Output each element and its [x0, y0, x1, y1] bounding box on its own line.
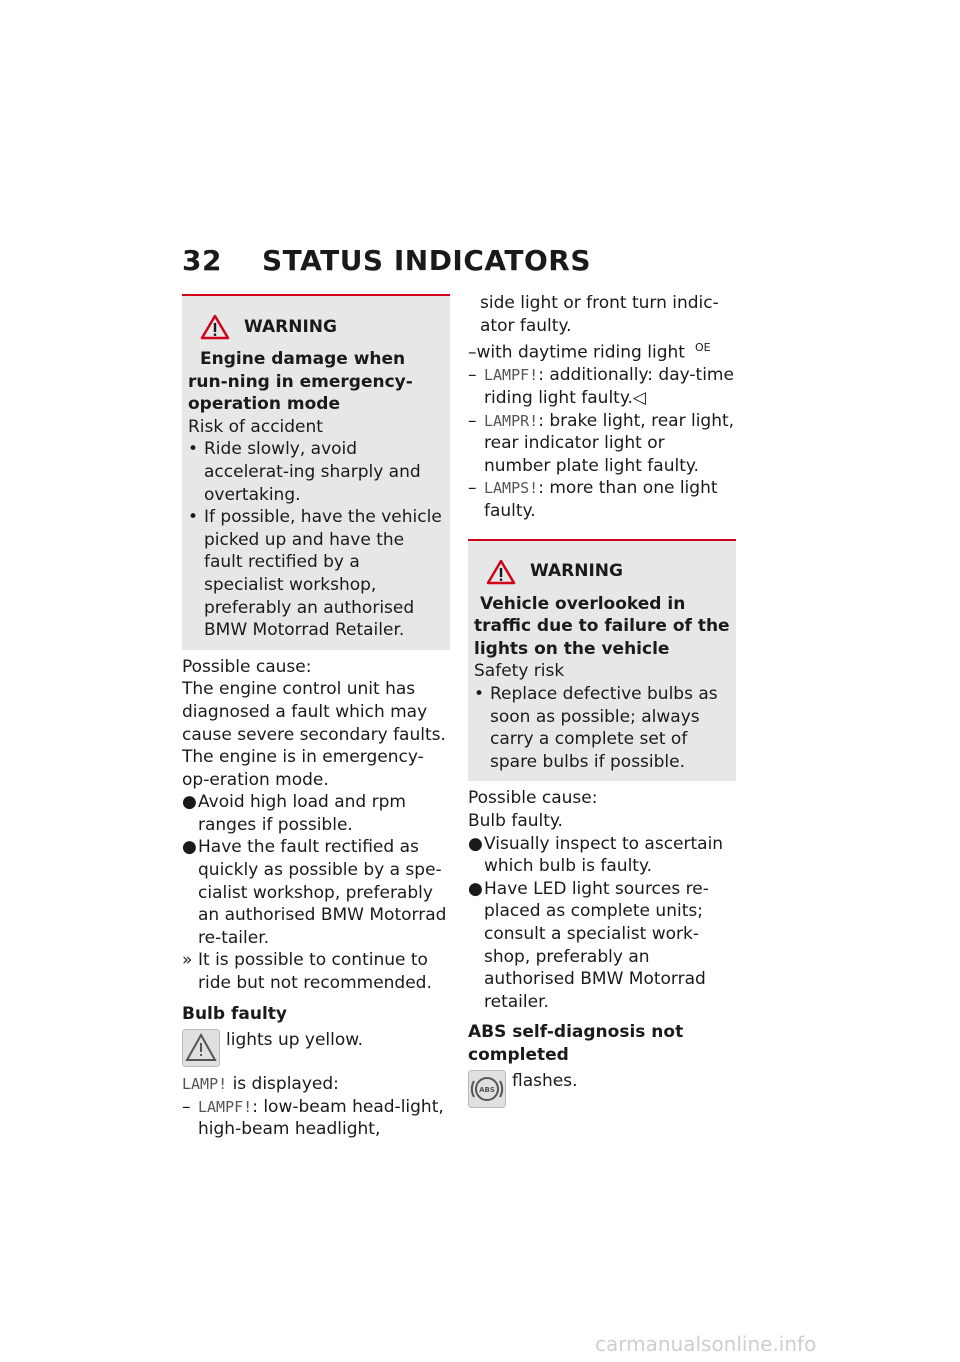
result-item: » It is possible to continue to ride but not recommended.: [182, 950, 432, 994]
cause-label: Possible cause:: [182, 656, 312, 677]
action-item: ● Have the fault rectified as quickly as possible by a spe-cialist workshop, preferably an authorised BMW Motorrad re-tailer.: [182, 837, 447, 948]
cause-text: Bulb faulty.: [468, 810, 563, 831]
warning-bullet: • If possible, have the vehicle picked up and have the fault rectified by a specialist workshop, preferably an authorised BMW Motorrad Retailer.: [188, 507, 442, 641]
right-column: [468, 292, 736, 1108]
oe-superscript: OE: [694, 341, 711, 355]
lamp-text: is displayed:: [232, 1074, 339, 1095]
abs-indicator-row: [468, 1070, 736, 1108]
warning-box-lights: [468, 539, 736, 782]
action-item: ● Avoid high load and rpm ranges if possible.: [182, 792, 406, 835]
action-item: ● Visually inspect to ascertain which bulb is faulty.: [468, 833, 724, 877]
bulb-indicator-row: [182, 1029, 450, 1067]
warning-label: WARNING: [530, 561, 623, 582]
lamp-display-line: [182, 1073, 450, 1096]
lamp-code: LAMP!: [182, 1075, 228, 1094]
abs-icon: [468, 1070, 506, 1108]
abs-indicator-text: flashes.: [512, 1071, 578, 1092]
watermark: carmanualsonline.info: [595, 1332, 817, 1356]
warning-bullet: • Replace defective bulbs as soon as possible; always carry a complete set of spare bulbs if possible.: [474, 683, 718, 772]
lampf2-item: – LAMPF!: additionally: day-time riding light faulty.◁: [468, 365, 734, 409]
continued-text: side light or front turn indic-ator faulty.: [480, 293, 719, 336]
warning-title: Engine damage when run-ning in emergency-operation mode: [188, 349, 413, 415]
page-number: 32: [182, 244, 222, 277]
page-header: [182, 244, 591, 277]
lampf-item: – LAMPF!: low-beam head-light, high-beam headlight,: [182, 1096, 444, 1140]
lamps-item: – LAMPS!: more than one light faulty.: [468, 478, 718, 521]
warning-heading: [486, 555, 730, 589]
warning-risk: Risk of accident: [188, 416, 323, 437]
abs-title: ABS self-diagnosis not completed: [468, 1022, 684, 1065]
warning-bullet: • Ride slowly, avoid accelerat-ing sharply and overtaking.: [188, 439, 421, 505]
section-title: STATUS INDICATORS: [262, 244, 592, 277]
warning-heading: [200, 310, 444, 344]
warning-title: Vehicle overlooked in traffic due to failure of the lights on the vehicle: [474, 593, 730, 659]
cause-label: Possible cause:: [468, 788, 598, 809]
general-warning-icon: [182, 1029, 220, 1067]
bulb-indicator-text: lights up yellow.: [226, 1030, 364, 1051]
left-column: [182, 294, 450, 1141]
warning-triangle-icon: [486, 559, 516, 585]
svg-text:ABS: ABS: [479, 1086, 495, 1095]
drl-line: –with daytime riding light $^{OE}$: [468, 341, 711, 363]
warning-label: WARNING: [244, 316, 337, 337]
warning-box-engine: [182, 294, 450, 650]
cause-text: The engine control unit has diagnosed a fault which may cause severe secondary faults. The engine is in emergency-op-eration mode.: [182, 679, 446, 790]
warning-risk: Safety risk: [474, 661, 565, 682]
lampr-item: – LAMPR!: brake light, rear light, rear indicator light or number plate light faulty.: [468, 410, 735, 476]
action-item: ● Have LED light sources re-placed as complete units; consult a specialist work-shop, preferably an authorised BMW Motorrad retailer.: [468, 878, 709, 1012]
bulb-faulty-title: Bulb faulty: [182, 1003, 287, 1024]
warning-triangle-icon: [200, 314, 230, 340]
